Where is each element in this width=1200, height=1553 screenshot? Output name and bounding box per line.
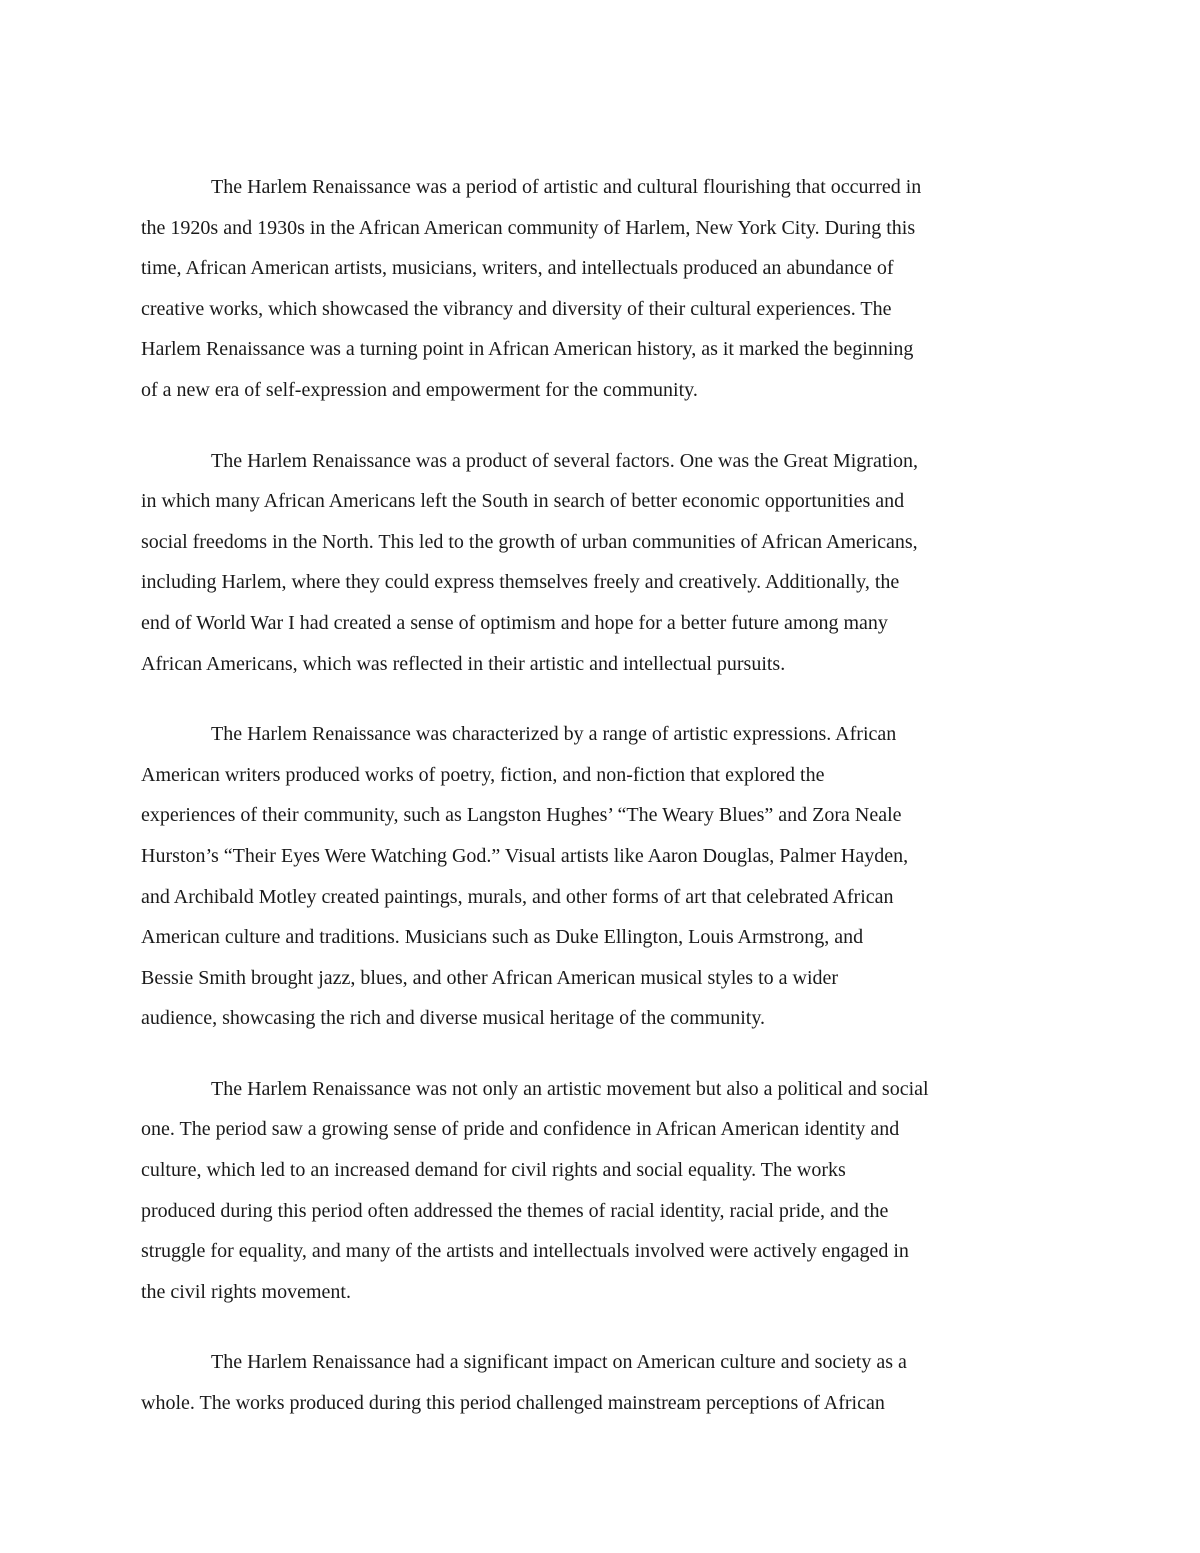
paragraph-line: and Archibald Motley created paintings, murals, and other forms of art that celebrated African	[141, 885, 894, 908]
paragraph-line: of a new era of self-expression and empowerment for the community.	[141, 378, 698, 401]
paragraph	[141, 1069, 1061, 1313]
paragraph-line: the 1920s and 1930s in the African American community of Harlem, New York City. During this	[141, 216, 916, 239]
paragraph-line: African Americans, which was reflected in their artistic and intellectual pursuits.	[141, 652, 786, 675]
paragraph	[141, 1342, 1061, 1423]
paragraph-line: social freedoms in the North. This led to the growth of urban communities of African Americans,	[141, 530, 918, 553]
paragraph-line: the civil rights movement.	[141, 1280, 351, 1303]
paragraph-line: American writers produced works of poetry, fiction, and non-fiction that explored the	[141, 763, 825, 786]
paragraph-line: including Harlem, where they could express themselves freely and creatively. Additionally, the	[141, 571, 900, 594]
paragraph-line: Hurston’s “Their Eyes Were Watching God.” Visual artists like Aaron Douglas, Palmer Hayden,	[141, 844, 909, 867]
paragraph-first-line: The Harlem Renaissance was characterized by a range of artistic expressions. African	[211, 723, 897, 746]
paragraph-line: creative works, which showcased the vibrancy and diversity of their cultural experiences. The	[141, 297, 892, 320]
paragraph-line: produced during this period often addressed the themes of racial identity, racial pride, and the	[141, 1199, 889, 1222]
document-body	[141, 167, 1061, 1454]
paragraph-line: Bessie Smith brought jazz, blues, and other African American musical styles to a wider	[141, 966, 839, 989]
paragraph-line: end of World War I had created a sense of optimism and hope for a better future among many	[141, 611, 888, 634]
paragraph	[141, 441, 1061, 685]
paragraph-line: culture, which led to an increased demand for civil rights and social equality. The works	[141, 1159, 846, 1182]
paragraph-line: struggle for equality, and many of the artists and intellectuals involved were actively engaged in	[141, 1240, 909, 1263]
paragraph-first-line: The Harlem Renaissance was a period of artistic and cultural flourishing that occurred in	[211, 176, 922, 198]
paragraph-line: time, African American artists, musicians, writers, and intellectuals produced an abundance of	[141, 257, 894, 280]
paragraph	[141, 167, 1061, 411]
paragraph-line: American culture and traditions. Musicians such as Duke Ellington, Louis Armstrong, and	[141, 926, 864, 949]
paragraph-line: audience, showcasing the rich and diverse musical heritage of the community.	[141, 1007, 766, 1030]
paragraph-first-line: The Harlem Renaissance was not only an artistic movement but also a political and social	[211, 1077, 929, 1100]
paragraph-first-line: The Harlem Renaissance had a significant impact on American culture and society as a	[211, 1351, 907, 1374]
paragraph-line: experiences of their community, such as Langston Hughes’ “The Weary Blues” and Zora Neale	[141, 804, 902, 827]
paragraph-first-line: The Harlem Renaissance was a product of several factors. One was the Great Migration,	[211, 449, 918, 472]
paragraph-line: one. The period saw a growing sense of pride and confidence in African American identity and	[141, 1118, 900, 1141]
paragraph-line: in which many African Americans left the South in search of better economic opportunities and	[141, 490, 905, 513]
paragraph	[141, 714, 1061, 1039]
paragraph-line: Harlem Renaissance was a turning point in African American history, as it marked the beginning	[141, 338, 914, 361]
paragraph-line: whole. The works produced during this period challenged mainstream perceptions of African	[141, 1392, 885, 1415]
